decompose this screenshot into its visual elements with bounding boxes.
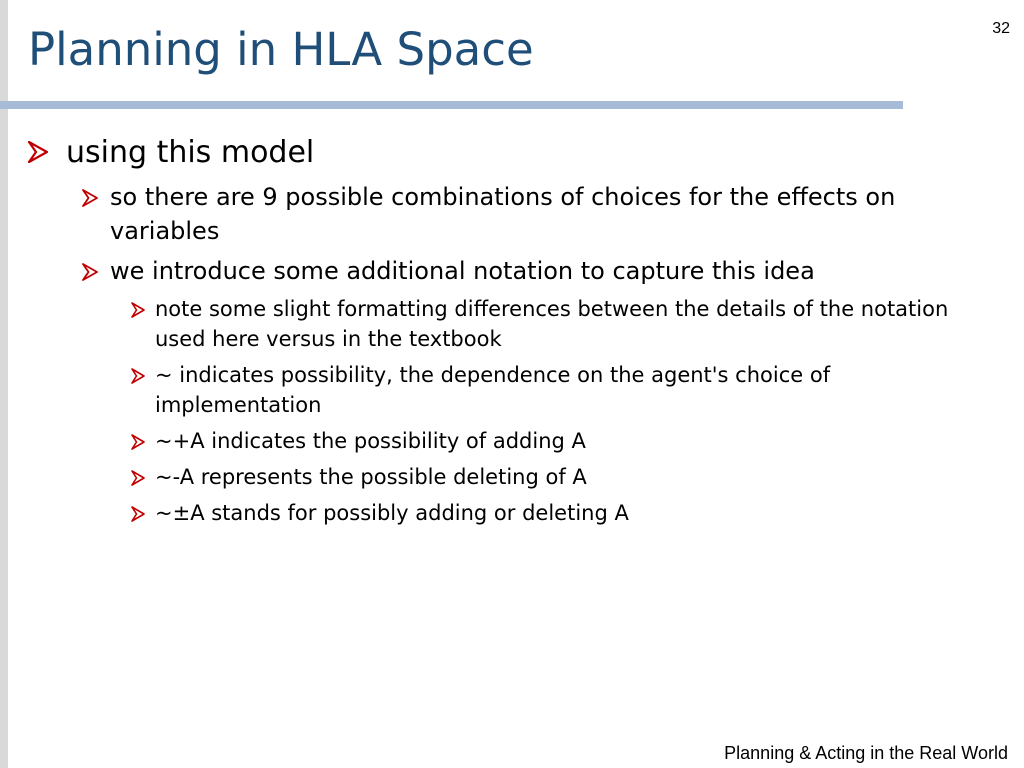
arrow-bullet-icon <box>131 368 145 384</box>
bullet-item <box>0 498 1024 528</box>
arrow-bullet-icon <box>131 434 145 450</box>
bullet-item <box>0 294 1024 354</box>
arrow-bullet-icon <box>82 263 98 281</box>
bullet-item <box>0 132 1024 174</box>
title-underline-bar <box>0 101 903 109</box>
arrow-bullet-icon <box>131 506 145 522</box>
slide-title: Planning in HLA Space <box>28 23 534 76</box>
arrow-bullet-icon <box>131 302 145 318</box>
arrow-bullet-icon <box>131 470 145 486</box>
bullet-text: we introduce some additional notation to capture this idea <box>110 257 815 285</box>
bullet-item <box>0 426 1024 456</box>
bullet-text: ~ indicates possibility, the dependence on the agent's choice of implementation <box>155 363 831 417</box>
bullet-item <box>0 462 1024 492</box>
bullet-text: ~±A stands for possibly adding or deleting A <box>155 501 629 525</box>
arrow-bullet-icon <box>28 141 48 163</box>
bullet-item <box>0 360 1024 420</box>
bullet-item <box>0 180 1024 248</box>
bullet-text: ~-A represents the possible deleting of A <box>155 465 587 489</box>
bullet-text: ~+A indicates the possibility of adding A <box>155 429 586 453</box>
slide-number: 32 <box>992 20 1010 37</box>
bullet-text: note some slight formatting differences between the details of the notation used here versus in the textbook <box>155 297 949 351</box>
bullet-text: so there are 9 possible combinations of choices for the effects on variables <box>110 183 896 245</box>
arrow-bullet-icon <box>82 189 98 207</box>
bullet-item <box>0 254 1024 288</box>
bullet-list <box>0 132 1024 528</box>
bullet-text: using this model <box>66 135 315 170</box>
slide-footer: Planning & Acting in the Real World <box>724 743 1008 763</box>
